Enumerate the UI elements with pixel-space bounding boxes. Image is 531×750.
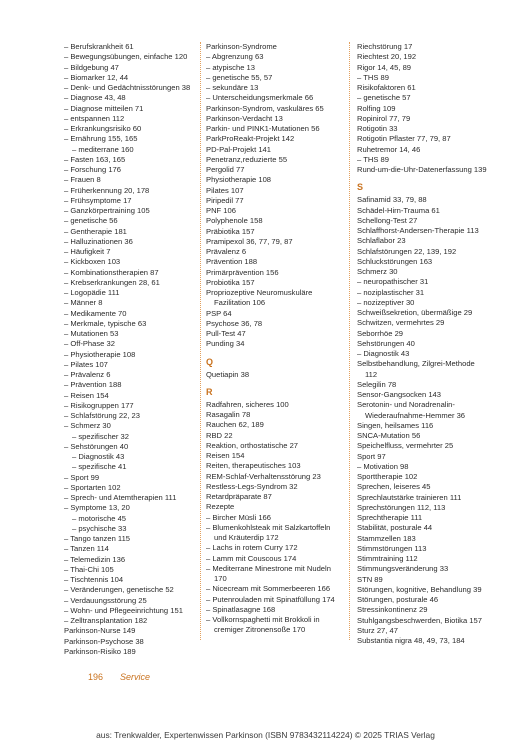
index-letter-heading: Q [206,356,214,367]
index-entry: – Männer 8 [64,298,103,308]
index-entry: – Diagnostik 43 [357,349,410,358]
index-entry: – Diagnostik 43 [72,452,125,461]
index-entry: Riechtest 20, 192 [357,52,417,62]
index-entry: – Kombinationstherapien 87 [64,267,159,277]
index-entry: – Zelltransplantation 182 [64,616,148,625]
index-entry: Rasagalin 78 [206,410,251,419]
page-number: 196 [88,672,104,682]
index-entry: Störungen, posturale 46 [357,595,439,604]
index-entry: Piripedil 77 [206,195,244,205]
index-entry: Prävalenz 6 [206,247,247,256]
index-entry: – THS 89 [357,72,389,82]
index-entry: – Bewegungsübungen, einfache 120 [64,52,188,62]
index-entry: Pramipexol 36, 77, 79, 87 [206,236,293,246]
index-entry: – Wohn- und Pflegeeinrichtung 151 [64,605,183,615]
index-entry: – Prävention 188 [64,380,122,390]
index-entry: – Telemedizin 136 [64,554,126,564]
index-column-3 [357,42,487,646]
index-entry: – Lamm mit Couscous 174 [206,553,297,563]
index-entry: Selbstbehandlung, Zilgrei-Methode 112 [357,359,475,379]
index-letter-heading: S [357,182,364,193]
index-entry: – Prävalenz 6 [64,370,111,379]
index-entry: – Logopädie 111 [64,288,120,297]
index-entry: Penetranz,reduzierte 55 [206,154,288,164]
index-entry: Pergolid 77 [206,165,245,174]
index-entry: – Sehstörungen 40 [64,441,129,451]
column-divider-1 [200,42,201,640]
index-entry: – psychische 33 [72,523,127,533]
index-entry: – Verdauungsstörung 25 [64,595,147,605]
index-entry: – Denk- und Gedächtnisstörungen 38 [64,83,191,92]
index-column-2 [206,42,344,636]
index-entry: – Motivation 98 [357,461,409,471]
index-entry: Risikofaktoren 61 [357,83,416,92]
index-entry: REM-Schlaf-Verhaltensstörung 23 [206,471,321,481]
index-entry: – Tango tanzen 115 [64,534,131,543]
index-entry: Punding 34 [206,339,245,349]
index-entry: – Gentherapie 181 [64,226,127,236]
index-entry: Reaktion, orthostatische 27 [206,440,299,450]
index-entry: – Off-Phase 32 [64,339,115,349]
index-entry: Stressinkontinenz 29 [357,605,428,615]
index-entry: – mediterrane 160 [72,144,134,154]
index-entry: SNCA-Mutation 56 [357,431,421,440]
index-entry: – spezifische 41 [72,462,127,472]
index-entry: Quetiapin 38 [206,369,250,379]
index-entry: Seborrhöe 29 [357,328,404,338]
index-entry: Parkinson-Psychose 38 [64,636,144,646]
index-entry: – Mediterrane Minestrone mit Nudeln 170 [206,563,331,583]
index-entry: – genetische 55, 57 [206,72,273,82]
index-entry: Rolfing 109 [357,103,396,113]
index-entry: Rotigotin 33 [357,124,398,133]
index-entry: Propriozeptive Neuromuskuläre Fazilitation 106 [206,288,313,308]
index-entry: – Thai-Chi 105 [64,564,114,574]
index-entry: – Forschung 176 [64,165,121,174]
index-entry: Sensor-Gangsocken 143 [357,390,442,399]
index-entry: – Medikamente 70 [64,308,127,318]
index-entry: Schlafstörungen 22, 139, 192 [357,246,457,256]
index-entry: – entspannen 112 [64,113,125,123]
index-entry: Polyphenole 158 [206,216,263,226]
index-entry: – Sportarten 102 [64,482,121,492]
index-entry: Parkinson-Risiko 189 [64,646,136,656]
index-entry: Sport 97 [357,451,386,461]
index-entry: – Frauen 8 [64,175,101,185]
index-entry: Schmerz 30 [357,267,398,276]
index-entry: – atypische 13 [206,62,255,72]
index-entry: – Häufigkeit 7 [64,247,111,256]
index-entry: PSP 64 [206,308,232,318]
index-entry: – Sport 99 [64,472,100,482]
index-entry: – Ernährung 155, 165 [64,134,138,144]
index-entry: Radfahren, sicheres 100 [206,399,289,409]
index-entry: – Symptome 13, 20 [64,503,130,513]
index-entry: – noziplastischer 31 [357,287,425,297]
index-entry: Störungen, kognitive, Behandlung 39 [357,584,482,594]
index-entry: – Abgrenzung 63 [206,52,264,62]
index-entry: Schweißsekretion, übermäßige 29 [357,308,473,317]
index-entry: – Schlafstörung 22, 23 [64,411,140,420]
index-entry: – genetische 57 [357,93,411,103]
index-entry: Pilates 107 [206,185,244,195]
index-entry: – Spinatlasagne 168 [206,604,276,614]
index-entry: Sturz 27, 47 [357,625,398,635]
index-entry: – Risikogruppen 177 [64,400,134,410]
index-entry: Singen, heilsames 116 [357,420,434,430]
index-entry: Restless-Legs-Syndrom 32 [206,481,298,491]
index-entry: – Lachs in rotem Curry 172 [206,543,298,553]
index-entry: Substantia nigra 48, 49, 73, 184 [357,636,465,645]
index-entry: – Mutationen 53 [64,329,119,338]
index-entry: – Physiotherapie 108 [64,349,136,359]
index-entry: Parkin- und PINK1-Mutationen 56 [206,124,320,133]
index-entry: Pull-Test 47 [206,329,246,338]
index-entry: – Merkmale, typische 63 [64,318,147,328]
index-entry: Rauchen 62, 189 [206,420,264,430]
index-entry: Selegilin 78 [357,379,397,389]
index-entry: Stimmungsveränderung 33 [357,564,449,574]
index-entry: Reiten, therapeutisches 103 [206,461,301,471]
index-entry: – Nicecream mit Sommerbeeren 166 [206,584,331,594]
index-entry: Sprechen, leiseres 45 [357,482,431,492]
index-entry: – Halluzinationen 36 [64,236,133,246]
index-entry: Stuhlgangsbeschwerden, Biotika 157 [357,615,482,625]
index-entry: RBD 22 [206,430,233,440]
index-entry: Psychose 36, 78 [206,318,263,328]
index-entry: – Schmerz 30 [64,421,111,431]
index-entry: – Krebserkrankungen 28, 61 [64,277,160,287]
index-entry: – Biomarker 12, 44 [64,72,129,82]
index-entry: Safinamid 33, 79, 88 [357,195,427,205]
index-entry: – Tischtennis 104 [64,575,124,584]
index-entry: Schwitzen, vermehrtes 29 [357,318,445,328]
index-entry: Schlaflabor 23 [357,236,406,246]
index-entry: – Sprech- und Atemtherapien 111 [64,493,177,502]
index-entry: PNF 106 [206,206,236,215]
index-entry: – motorische 45 [72,513,127,523]
index-entry: – spezifischer 32 [72,431,129,441]
index-entry: – Diagnose mitteilen 71 [64,103,144,113]
index-entry: – Pilates 107 [64,359,108,369]
index-entry: Rigor 14, 45, 89 [357,62,412,72]
index-entry: STN 89 [357,574,383,584]
index-entry: Sprechtherapie 111 [357,513,423,522]
index-entry: – Bildgebung 47 [64,62,119,72]
index-entry: – Unterscheidungsmerkmale 66 [206,93,314,103]
index-entry: Retardpräparate 87 [206,492,272,501]
index-entry: Serotonin- und Noradrenalin-Wiederaufnahme-Hemmer 36 [357,400,466,420]
index-entry: Riechstörung 17 [357,42,413,51]
index-entry: Sprechlautstärke trainieren 111 [357,492,462,502]
index-entry: – Früherkennung 20, 178 [64,185,150,195]
index-entry: Präbiotika 157 [206,226,255,236]
index-entry: Rezepte [206,502,235,512]
index-entry: Speichelfluss, vermehrter 25 [357,441,454,451]
index-entry: Stimmstörungen 113 [357,543,427,553]
index-entry: – THS 89 [357,154,389,164]
index-letter-heading: R [206,386,213,397]
index-entry: – Kickboxen 103 [64,257,121,267]
index-entry: Rotigotin Pflaster 77, 79, 87 [357,134,451,144]
index-entry: ParkProReakt-Projekt 142 [206,134,295,144]
index-entry: – Berufskrankheit 61 [64,42,134,51]
index-entry: – Frühsymptome 17 [64,195,132,205]
index-entry: – Veränderungen, genetische 52 [64,585,174,595]
index-entry: – Vollkornspaghetti mit Brokkoli in cremiger Zitronensoße 170 [206,615,320,635]
index-entry: – Putenrouladen mit Spinatfüllung 174 [206,594,335,604]
index-entry: Stammzellen 183 [357,533,416,543]
index-entry: Ruhetremor 14, 46 [357,144,421,154]
section-label: Service [120,672,151,682]
index-entry: Sehstörungen 40 [357,338,415,348]
index-entry: – Reisen 154 [64,390,109,400]
index-entry: Parkinson-Syndrom, vaskuläres 65 [206,103,324,113]
index-entry: Probiotika 157 [206,277,255,287]
index-entry: – sekundäre 13 [206,83,259,92]
index-entry: – Blumenkohlsteak mit Salzkartoffeln und Kräuterdip 172 [206,522,331,542]
index-entry: Reisen 154 [206,451,245,460]
index-entry: Physiotherapie 108 [206,175,272,185]
index-entry: – Fasten 163, 165 [64,154,126,164]
copyright-line: aus: Trenkwalder, Expertenwissen Parkinson (ISBN 9783432114224) © 2025 TRIAS Verlag [96,730,435,740]
index-entry: Parkinson-Nurse 149 [64,626,136,636]
index-entry: – Ganzkörpertraining 105 [64,206,150,215]
index-entry: – nozizeptiver 30 [357,297,415,307]
index-entry: – Erkrankungsrisiko 60 [64,124,142,133]
index-entry: Prävention 188 [206,257,258,267]
index-entry: Rund-um-die-Uhr-Datenerfassung 139 [357,165,487,174]
index-entry: – Diagnose 43, 48 [64,93,126,103]
index-entry: PD-Pal-Projekt 141 [206,144,271,154]
index-column-1 [64,42,194,657]
index-entry: – Bircher Müsli 166 [206,512,271,522]
column-divider-2 [349,42,350,640]
index-entry: – Tanzen 114 [64,544,109,554]
index-entry: Parkinson-Syndrome [206,42,277,51]
index-entry: Schädel-Hirn-Trauma 61 [357,205,440,215]
index-entry: Schlaffhorst-Andersen-Therapie 113 [357,226,479,235]
index-entry: Schluckstörungen 163 [357,256,433,266]
index-entry: Sporttherapie 102 [357,472,418,481]
index-entry: Stabilität, posturale 44 [357,523,433,533]
index-entry: Primärprävention 156 [206,267,279,277]
index-entry: Schellong-Test 27 [357,215,418,225]
index-entry: Sprechstörungen 112, 113 [357,502,446,512]
index-entry: Parkinson-Verdacht 13 [206,113,283,123]
index-entry: – neuropathischer 31 [357,277,429,287]
index-entry: Stimmtraining 112 [357,554,418,563]
index-entry: – genetische 56 [64,216,118,226]
index-entry: Ropinirol 77, 79 [357,113,411,123]
